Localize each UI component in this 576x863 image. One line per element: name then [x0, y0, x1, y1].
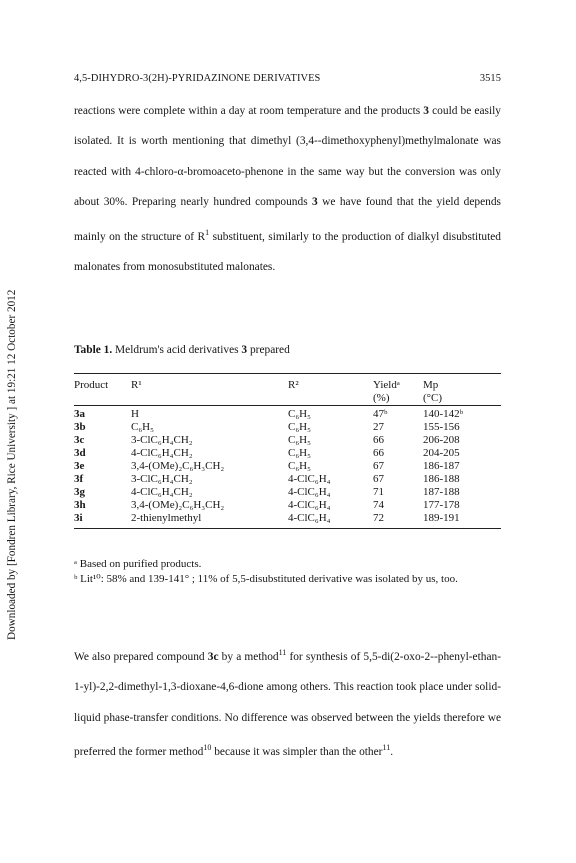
footnote-b: ᵇ Lit¹⁰: 58% and 139-141° ; 11% of 5,5-disubstituted derivative was isolated by us, too. — [74, 573, 458, 585]
cell-r2: C₆H₅ — [288, 421, 311, 433]
table-row — [74, 512, 501, 529]
table-caption — [74, 344, 290, 356]
header-yield-unit: (%) — [373, 391, 423, 406]
running-title: 4,5-DIHYDRO-3(2H)-PYRIDAZINONE DERIVATIVES — [74, 73, 321, 84]
caption-text: Meldrum's acid derivatives — [112, 344, 242, 356]
paragraph-2-text-e: . — [390, 745, 394, 758]
paragraph-2-text-d: because it was simpler than the other — [211, 745, 383, 758]
caption-end: prepared — [247, 344, 290, 356]
paragraph-2-text-c: for synthesis of 5,5-di(2-oxo-2--phenyl-ethan-1-yl)-2,2-dimethyl-1,3-dioxane-4,6-dione among others. This reaction took place under solid-liquid phase-transfer conditions. No difference was observed between the yields therefore we preferred the former method — [74, 650, 502, 758]
download-watermark — [4, 220, 20, 640]
cell-product: 3d — [74, 447, 86, 459]
cell-mp: 206-208 — [423, 434, 460, 446]
paragraph-1-text-b: could be easily isolated. It is worth mentioning that dimethyl (3,4--dimethoxyphenyl)methylmalonate was reacted with 4-chloro-α-bromoaceto-phenone in the same way but the conversion was only about 30%. Preparing nearly hundred compounds — [74, 105, 501, 209]
cell-yield: 47ᵇ — [373, 408, 388, 420]
paragraph-1-text-c: we have found that the yield depends mainly on the structure of R — [74, 196, 501, 243]
table-row — [74, 473, 501, 486]
cell-mp: 204-205 — [423, 447, 460, 459]
cell-r1: 4-ClC₆H₄CH₂ — [131, 486, 193, 498]
cell-r2: C₆H₅ — [288, 434, 311, 446]
cell-yield: 72 — [373, 512, 423, 529]
cell-yield: 67 — [373, 473, 384, 485]
compound-ref: 3c — [207, 650, 219, 663]
table-row — [74, 447, 501, 460]
cell-product: 3g — [74, 486, 85, 498]
header-mp-unit: (°C) — [423, 391, 501, 406]
table-label: Table 1. — [74, 344, 113, 356]
table-body — [74, 406, 501, 529]
table-row — [74, 434, 501, 447]
cell-r2: 4-ClC₆H₄ — [288, 499, 331, 511]
cell-product: 3f — [74, 473, 84, 485]
reference-superscript: 11 — [382, 743, 391, 753]
cell-product: 3a — [74, 408, 85, 420]
data-table — [74, 373, 501, 529]
cell-r1: 3,4-(OMe)₂C₆H₃CH₂ — [131, 499, 225, 511]
cell-yield: 67 — [373, 460, 384, 472]
reference-superscript: 10 — [203, 743, 212, 753]
paragraph-1 — [74, 96, 501, 282]
download-note: Downloaded by [Fondren Library, Rice University ] at 19:21 12 October 2012 — [6, 289, 18, 640]
cell-yield: 66 — [373, 447, 384, 459]
table-row — [74, 499, 501, 512]
cell-mp: 177-178 — [423, 499, 460, 511]
header-product: Product — [74, 374, 131, 392]
table-header-row — [74, 374, 501, 392]
cell-r2: 4-ClC₆H₄ — [288, 486, 331, 498]
cell-r2: 4-ClC₆H₄ — [288, 512, 373, 529]
table-row — [74, 486, 501, 499]
header-blank — [131, 391, 288, 406]
caption-compound: 3 — [241, 344, 248, 356]
cell-r2: C₆H₅ — [288, 460, 311, 472]
header-yield: Yieldᵃ — [373, 374, 423, 392]
cell-r1: 3-ClC₆H₄CH₂ — [131, 473, 193, 485]
compound-ref: 3 — [312, 196, 318, 209]
header-r2: R² — [288, 374, 373, 392]
cell-yield: 66 — [373, 434, 384, 446]
cell-r2: C₆H₅ — [288, 408, 311, 420]
cell-product: 3e — [74, 460, 85, 472]
paragraph-2-text-b: by a method — [218, 650, 279, 663]
cell-mp: 155-156 — [423, 421, 460, 433]
cell-yield: 74 — [373, 499, 384, 511]
paragraph-1-text-a: reactions were complete within a day at room temperature and the products — [74, 105, 424, 117]
cell-r1: C₆H₅ — [131, 421, 154, 433]
header-mp: Mp — [423, 374, 501, 392]
cell-r1: H — [131, 408, 139, 420]
table-row — [74, 406, 501, 422]
cell-r1: 2-thienylmethyl — [131, 512, 288, 529]
page-number: 3515 — [479, 73, 501, 84]
header-r1: R¹ — [131, 374, 288, 392]
table-header-units-row — [74, 391, 501, 406]
header-blank — [288, 391, 373, 406]
cell-product: 3c — [74, 434, 85, 446]
paragraph-2-text-a: We also prepared compound — [74, 650, 208, 663]
cell-mp: 189-191 — [423, 512, 501, 529]
cell-mp: 186-188 — [423, 473, 460, 485]
reference-superscript: 11 — [278, 648, 287, 657]
cell-mp: 186-187 — [423, 460, 460, 472]
paragraph-1-text-d: substituent, similarly to the production of dialkyl disubstituted malonates from monosubstituted malonates. — [74, 230, 501, 273]
cell-r2: 4-ClC₆H₄ — [288, 473, 331, 485]
table-row — [74, 421, 501, 434]
cell-r2: C₆H₅ — [288, 447, 311, 459]
cell-yield: 71 — [373, 486, 384, 498]
table-row — [74, 460, 501, 473]
paragraph-2 — [74, 638, 501, 767]
compound-ref: 3 — [423, 105, 429, 117]
cell-yield: 27 — [373, 421, 384, 433]
cell-mp: 187-188 — [423, 486, 460, 498]
table-footnotes — [74, 557, 501, 587]
cell-r1: 4-ClC₆H₄CH₂ — [131, 447, 193, 459]
cell-mp: 140-142ᵇ — [423, 408, 464, 420]
cell-r1: 3,4-(OMe)₂C₆H₃CH₂ — [131, 460, 225, 472]
cell-product: 3h — [74, 499, 86, 511]
cell-r1: 3-ClC₆H₄CH₂ — [131, 434, 193, 446]
superscript: 1 — [205, 227, 210, 237]
footnote-a: ᵃ Based on purified products. — [74, 558, 202, 570]
cell-product: 3i — [74, 512, 131, 529]
header-blank — [74, 391, 131, 406]
cell-product: 3b — [74, 421, 86, 433]
